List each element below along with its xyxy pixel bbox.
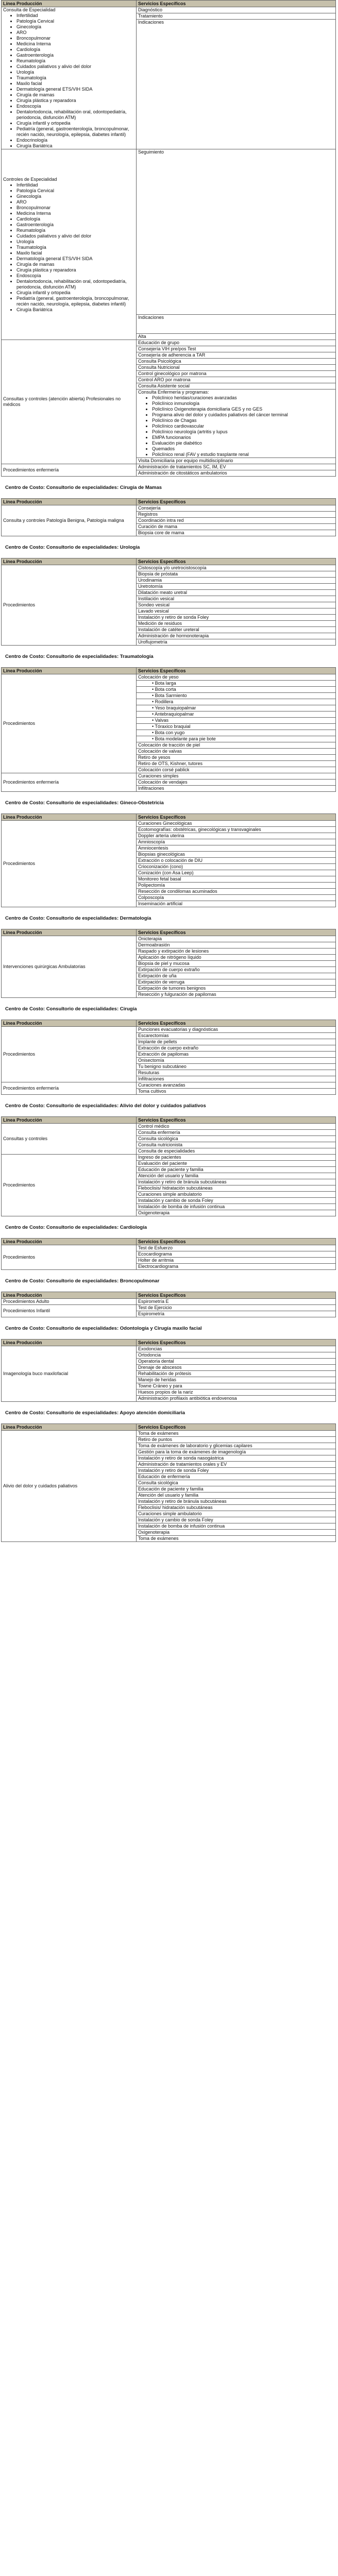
servicio-item: Curación de mama [137,524,336,530]
list-item: • Maxilo facial [16,250,134,256]
list-item: • Endocrinología [16,138,134,143]
header-linea: Línea Producción [2,499,137,505]
list-item: • Reumatología [16,228,134,233]
list-item: • Dermatología general ETS/VIH SIDA [16,87,134,92]
list-item: • Cirugía Bariátrica [16,143,134,149]
servicio-item: Punciones evacuatorias y diagnósticas [137,1027,336,1033]
servicio-item: Uretrotomía [137,584,336,590]
linea-cell [2,149,137,340]
servicio-item: Espirometría [137,1311,336,1317]
servicio-item: Instalación de catéter ureteral [137,627,336,633]
linea-cell: Procedimientos enfermería [2,464,137,477]
bullet-icon: • [152,736,155,741]
list-item: • ARO [16,199,134,205]
list-item: • Policlínico cardiovascular [152,423,335,429]
servicio-item: Ortodoncia [137,1352,336,1359]
production-table [1,498,336,536]
header-servicios: Servicios Específicos [137,814,336,821]
servicio-item: Uroflujometría [137,639,336,646]
linea-cell: Procedimientos Infantil [2,1305,137,1317]
list-item: • Cirugía infantil y ortopedia [16,290,134,296]
list-item: • Ginecología [16,24,134,30]
specialty-list [3,13,134,149]
servicio-item: Consejería de adherencia a TAR [137,352,335,359]
list-item: • Traumatología [16,245,134,250]
list-item [137,699,336,705]
header-linea: Línea Producción [2,668,137,674]
servicio-item: Operatoria dental [137,1359,336,1365]
header-servicios: Servicios Específicos [137,1239,336,1245]
bullet-icon: • [152,724,155,729]
servicio-item: Instalación y retiro de sonda Foley [137,1468,336,1474]
list-item: • Dentalortodoncia, rehabilitación oral, odontopediatría, periodoncia, disfunción ATM) [16,109,134,121]
servicio-item: Fleboclisis/ hidratación subcutáneas [137,1185,336,1192]
header-linea: Línea Producción [2,1020,137,1027]
servicio-item: Extracción de cuerpo extraño [137,1045,336,1052]
servicio-item: Instalación y cambio de sonda Foley [137,1198,336,1204]
production-table [1,1238,336,1270]
header-linea: Línea Producción [2,814,137,821]
servicio-item: Educación de paciente y familia [137,1167,336,1173]
bullet-text: Bota con yugo [155,730,185,735]
servicio-item: Colocación de yeso [137,674,336,681]
list-item: • ARO [16,30,134,36]
list-item [137,705,336,711]
servicio-item: Curaciones simple ambulatorio [137,1192,336,1198]
servicio-cell [137,340,336,464]
servicio-cell [137,149,336,340]
bullet-icon: • [152,730,155,735]
list-item: • Traumatología [16,75,134,81]
servicio-item: Consejería [137,505,336,512]
servicio-item: Educación de enfermería [137,1474,336,1480]
servicio-item: Control médico [137,1124,336,1130]
list-item: • Dermatología general ETS/VIH SIDA [16,256,134,262]
list-item: • Policlínico renal (FAV y estudio trasplante renal [152,452,335,457]
servicio-item: Curaciones simple ambulatorio [137,1511,336,1517]
section-title: Centro de Costo: Consultorio de especialidades: Cardiología [5,1225,147,1230]
section-title: Centro de Costo: Consultorio de especialidades: Broncopulmonar [5,1278,160,1284]
header-servicios: Servicios Específicos [137,1340,336,1346]
servicio-item: Administración de tratamientos orales y EV [137,1462,336,1468]
servicio-item: Biopsia de piel y mucosa [137,961,336,967]
servicio-item: Huesos propios de la nariz [137,1389,336,1396]
servicio-item: Extracción de papilomas [137,1052,336,1058]
bullet-text: Tóraxico braquial [155,724,191,729]
list-item [137,693,336,699]
servicio-item: Tratamiento [138,13,163,19]
production-table [1,1292,336,1317]
servicio-item: Extirpación de verruga [137,979,336,986]
servicio-item: Espirometría E [137,1299,336,1305]
servicio-item: Resección y fulguración de papilomas [137,992,336,998]
linea-title: Consulta de Especialidad [3,7,56,12]
servicio-item: Coordinación intra red [137,518,336,524]
servicio-item: Inseminación artificial [137,901,336,907]
servicio-item: Evaluación del paciente [137,1161,336,1167]
header-linea: Línea Producción [2,558,137,565]
list-item: • Policlínico neurología (artritis y lupus [152,429,335,435]
linea-cell: Procedimientos [2,1155,137,1216]
section-title: Centro de Costo: Consultorio de especialidades: Alivio del dolor y cuidados paliativos [5,1103,206,1109]
servicio-item: Onisectomía [137,1058,336,1064]
servicio-item: Ingreso de pacientes [137,1155,336,1161]
sections-container [1,477,337,1542]
header-linea: Línea Producción [2,1292,137,1299]
linea-cell: Procedimientos [2,821,137,907]
section-title: Centro de Costo: Consultorio de especialidades: Cirugía de Mamas [5,485,162,490]
list-item: • Broncopulmonar [16,36,134,41]
bullet-text: Bota larga [155,681,176,686]
servicio-item: Consulta Psicológica [137,359,335,365]
bullet-icon: • [152,699,155,704]
header-linea: Línea Producción [2,929,137,936]
list-item: • Medicina Interna [16,211,134,216]
servicio-item: Manejo de heridas [137,1377,336,1383]
header-linea: Línea Producción [2,1117,137,1124]
bullet-icon: • [152,711,155,717]
servicio-item: Resección de condilomas acuminados [137,889,336,895]
servicio-item: Instalación y retiro de bránula subcutáneas [137,1179,336,1185]
list-item: • EMPA funcionarios [152,435,335,440]
list-item: • Cuidados paliativos y alivio del dolor [16,233,134,239]
header-servicios: Servicios Específicos [137,1117,336,1124]
list-item [137,681,336,687]
servicio-item: Retiro de OTS, Kishner, tutores [137,761,336,767]
servicio-item: Crioconización (cono) [137,864,336,870]
servicio-item: Extracción o colocación de DIU [137,858,336,864]
list-item [137,736,336,742]
servicio-item: Escarectomías [137,1033,336,1039]
bullet-text: Bota corta [155,687,176,692]
servicio-item: Conización (con Asa Leep) [137,870,336,876]
linea-cell: Procedimientos [2,1027,137,1082]
servicio-cell [137,13,336,149]
servicio-item: Instalación y retiro de sonda Foley [137,615,336,621]
servicio-item: Consulta sicológica [137,1136,336,1142]
servicio-item: Educación de paciente y familia [137,1486,336,1493]
servicio-item: Ecotomografías: obstétricas, ginecológicas y transvaginales [137,827,336,833]
servicio-item: Infiltraciones [137,786,336,792]
servicio-item: Biopsias ginecológicas [137,852,336,858]
list-item: • Medicina Interna [16,41,134,47]
list-item: • Reumatología [16,58,134,64]
servicio-item: Control ARO por matrona [137,377,335,383]
servicio-item: Administración de tratamientos SC, IM, EV [137,464,335,470]
specialty-list [3,182,134,313]
list-item: • Cardiología [16,47,134,53]
list-item: • Urología [16,70,134,75]
header-servicios: Servicios Específicos [137,499,336,505]
list-item: • Urología [16,239,134,245]
list-item: • Policlínico de Chagas [152,418,335,423]
production-table-general [1,0,336,477]
servicio-item: Consulta nutricionista [137,1142,336,1148]
section-title: Centro de Costo: Consultorio de especialidades: Apoyo atención domiciliaria [5,1410,185,1416]
section-title: Centro de Costo: Consultorio de especialidades: Urología [5,545,140,550]
section-title: Centro de Costo: Consultorio de especialidades: Cirugía [5,1006,137,1012]
linea-cell: Procedimientos [2,674,137,773]
servicio-item: Biopsia core de mama [137,530,336,536]
program-list [137,395,335,457]
servicio-item: Oxigenoterapia [137,1210,336,1216]
servicio-list-title: Consulta Enfermería y programas: [138,389,209,395]
servicio-item: Tu benigno subcutáneo [137,1064,336,1070]
list-item: • Infertilidad [16,182,134,188]
header-servicios: Servicios Específicos [137,1,336,7]
servicio-item: Colposcopía [137,895,336,901]
list-item: • Infertilidad [16,13,134,19]
servicio-item: Consejería VIH pre/pos Test [137,346,335,352]
production-table [1,1423,336,1542]
production-table [1,1339,336,1402]
linea-cell: Consultas y controles (atención abierta) Profesionales no médicos [2,340,137,464]
servicio-item: Exodoncias [137,1346,336,1352]
production-table [1,929,336,998]
servicio-item: Monitoreo fetal basal [137,876,336,883]
servicio-item: Colocación de tracción de piel [137,742,336,749]
servicio-item: Consulta sicológica [137,1480,336,1486]
linea-cell: Consulta y controles Patología Benigna, Patología maligna [2,505,137,536]
list-item [137,687,336,693]
list-item: • Policlínico heridas/curaciones avanzadas [152,395,335,401]
servicio-item: Educación de grupo [137,340,335,346]
linea-cell: Consultas y controles [2,1124,137,1155]
servicio-item: Toma de exámenes [137,1536,336,1542]
list-item [137,718,336,724]
linea-cell: Procedimientos [2,1245,137,1270]
servicio-item: Instalación y cambio de sonda Foley [137,1517,336,1523]
servicio-item: Colocación corsé pablick [137,767,336,773]
servicio-item: Medición de residuos [137,621,336,627]
servicio-item: Administración profilaxis antibiótica endovenosa [137,1396,336,1402]
production-table [1,1020,336,1095]
servicio-item: Dilatación meato uretral [137,590,336,596]
linea-title: Controles de Especialidad [3,176,57,182]
list-item: • Ginecología [16,194,134,199]
servicio-item: Instalación de bomba de infusión continua [137,1523,336,1530]
servicio-item: Atención del usuario y familia [137,1493,336,1499]
servicio-item: Toma cultivos [137,1089,336,1095]
linea-cell: Alivio del dolor y cuidados paliativos [2,1431,137,1542]
servicio-item: Biopsia de próstata [137,571,336,578]
servicio-item: Instalación y retiro de sonda nasogástrica [137,1455,336,1462]
header-linea: Línea Producción [2,1,137,7]
list-item: • Gastroenterología [16,53,134,58]
servicio-item: Consulta Asistente social [137,383,335,389]
bullet-icon: • [152,687,155,692]
list-item: • Dentalortodoncia, rehabilitación oral, odontopediatría, periodoncia, disfunción ATM) [16,279,134,290]
servicio-item: Curaciones Ginecológicas [137,821,336,827]
production-table [1,814,336,907]
list-item: • Cirugía de mamas [16,262,134,267]
servicio-item: Aplicación de nitrógeno líquido [137,955,336,961]
servicio-item: Extirpación de uña [137,973,336,979]
list-item: • Quemados [152,446,335,452]
linea-cell [2,7,137,149]
servicio-item: Test de Ejercicio [137,1305,336,1311]
production-table [1,667,336,792]
servicio-item: Cistoscopía y/o uretrocistoscopía [137,565,336,571]
servicio-item: Instalación y retiro de bránula subcutáneas [137,1499,336,1505]
servicio-item: Resuturas [137,1070,336,1076]
servicio-item: Urodinamia [137,578,336,584]
servicio-item: Ecocardiograma [137,1251,336,1258]
servicio-item: Drenaje de abscesos [137,1365,336,1371]
servicio-item: Consulta de especialidades [137,1148,336,1155]
list-item: • Policlínico Oxigenoterapia domiciliaria GES y no GES [152,406,335,412]
list-item: • Endoscopía [16,273,134,279]
servicio-item: Extirpación de tumores benignos [137,986,336,992]
list-item: • Cirugía plástica y reparadora [16,98,134,104]
header-linea: Línea Producción [2,1239,137,1245]
servicio-item: Diagnóstico [138,7,163,12]
linea-cell: Imagenología buco maxilofacial [2,1346,137,1402]
list-item: • Broncopulmonar [16,205,134,211]
section-title: Centro de Costo: Consultorio de especialidades: Dermatología [5,916,151,921]
servicio-item: Retiro de yesos [137,755,336,761]
linea-cell: Procedimientos Adulto [2,1299,137,1305]
section-title: Centro de Costo: Consultorio de especialidades: Odontología y Cirugía maxilo facial [5,1326,202,1331]
servicio-item: Colocación de valvas [137,749,336,755]
servicio-item: Registros [137,512,336,518]
servicio-item: Gestión para la toma de exámenes de imagenología [137,1449,336,1455]
header-servicios: Servicios Específicos [137,558,336,565]
servicio-item: Onicterapia [137,936,336,942]
servicio-item: Extirpación de cuerpo extraño [137,967,336,973]
servicio-item: Control ginecológico por matrona [137,371,335,377]
servicio-item: Sondeo vesical [137,602,336,608]
servicio-item: Curaciones simples [137,773,336,779]
servicio-item: Consulta enfermería [137,1130,336,1136]
servicio-item: Infiltraciones [137,1076,336,1082]
list-item: • Maxilo facial [16,81,134,87]
bullet-text: Valvas [155,718,169,723]
bullet-text: Bota modelante para pie bote [155,736,216,741]
servicio-item: Test de Esfuerzo [137,1245,336,1251]
servicio-item: Instalación de bomba de infusión continua [137,1204,336,1210]
servicio-item: Towne Cráneo y para [137,1383,336,1389]
list-item: • Evaluación pie diabético [152,440,335,446]
bullet-icon: • [152,681,155,686]
servicio-item: Toma de exámenes [137,1431,336,1437]
servicio-item: Polipectomía [137,883,336,889]
servicio-item: Indicaciones [137,19,335,25]
bullet-icon: • [152,693,155,698]
servicio-item: Amniocentesis [137,845,336,852]
servicio-item: Dermoabrasión [137,942,336,948]
servicio-item: Toma de exámenes de laboratorio y glicemias capilares [137,1443,336,1449]
header-servicios: Servicios Específicos [137,1424,336,1431]
servicio-item: Raspado y extirpación de lesiones [137,948,336,955]
servicio-item: Retiro de puntos [137,1437,336,1443]
list-item: • Cardiología [16,216,134,222]
linea-cell: Procedimientos [2,565,137,646]
list-item: • Pediatría (general, gastroenterología, broncopulmonar, recién nacido, neurología, epilepsia, diabetes infantil) [16,126,134,138]
servicio-cell [137,7,336,13]
servicio-item: Atención del usuario y familia [137,1173,336,1179]
servicio-item: Holter de arritmia [137,1258,336,1264]
section-title: Centro de Costo: Consultorio de especialidades: Traumatología [5,654,154,659]
header-linea: Línea Producción [2,1340,137,1346]
list-item [137,724,336,730]
servicio-item: Electrocardiograma [137,1264,336,1270]
list-item: • Cirugía infantil y ortopedia [16,121,134,126]
list-item: • Patología Cervical [16,19,134,24]
bullet-text: Bota Sarmiento [155,693,187,698]
list-item: • Patología Cervical [16,188,134,194]
bullet-icon: • [152,718,155,723]
servicio-item: Colocación de vendajes [137,779,336,786]
bullet-text: Yeso braquiopalmar [155,705,196,710]
bullet-icon: • [152,705,155,710]
linea-cell: Intervenciones quirúrgicas Ambulatorias [2,936,137,998]
servicio-item: Seguimiento [138,149,164,155]
list-item: • Pediatría (general, gastroenterología, broncopulmonar, recién nacido, neurología, epilepsia, diabetes infantil) [16,296,134,307]
linea-cell: Procedimientos enfermería [2,1082,137,1095]
servicio-item: Oxigenoterapia [137,1530,336,1536]
servicio-item: Lavado vesical [137,608,336,615]
servicio-item: Indicaciones [137,314,335,333]
bullet-text: Antebraquiopalmar [155,711,194,717]
servicio-item: Alta [137,333,335,340]
servicio-item: Amnioscopía [137,839,336,845]
list-item [137,711,336,718]
servicio-item: Implante de pellets [137,1039,336,1045]
servicio-item: Instilación vesical [137,596,336,602]
servicio-item: Consulta Nutricional [137,365,335,371]
servicio-item: Doppler arteria uterina [137,833,336,839]
production-table [1,1116,336,1216]
bullet-text: Rodillera [155,699,174,704]
servicio-item: Administración de hormonoterapia [137,633,336,639]
list-item: • Policlínico inmunología [152,401,335,406]
servicio-item: Visita Domiciliaria por equipo multidisciplinario [137,457,335,464]
list-item: • Programa alivio del dolor y cuidados paliativos del cáncer terminal [152,412,335,418]
list-item: • Cirugía plástica y reparadora [16,267,134,273]
list-item: • Cuidados paliativos y alivio del dolor [16,64,134,70]
servicio-item: Rehabilitación de prótesis [137,1371,336,1377]
servicio-item: Administración de citostáticos ambulatorios [138,470,227,476]
production-table [1,558,336,646]
list-item: • Cirugía Bariátrica [16,307,134,313]
servicio-item: Curaciones avanzadas [137,1082,336,1089]
list-item: • Cirugía de mamas [16,92,134,98]
header-servicios: Servicios Específicos [137,1020,336,1027]
header-servicios: Servicios Específicos [137,929,336,936]
linea-cell: Procedimientos enfermería [2,773,137,792]
header-linea: Línea Producción [2,1424,137,1431]
header-servicios: Servicios Específicos [137,1292,336,1299]
servicio-cell [137,464,336,477]
list-item [137,730,336,736]
list-item: • Endoscopía [16,104,134,109]
servicio-item: Fleboclisis/ hidratación subcutáneas [137,1505,336,1511]
section-title: Centro de Costo: Consultorio de especialidades: Gineco-Obstetricia [5,800,164,806]
header-servicios: Servicios Específicos [137,668,336,674]
list-item: • Gastroenterología [16,222,134,228]
